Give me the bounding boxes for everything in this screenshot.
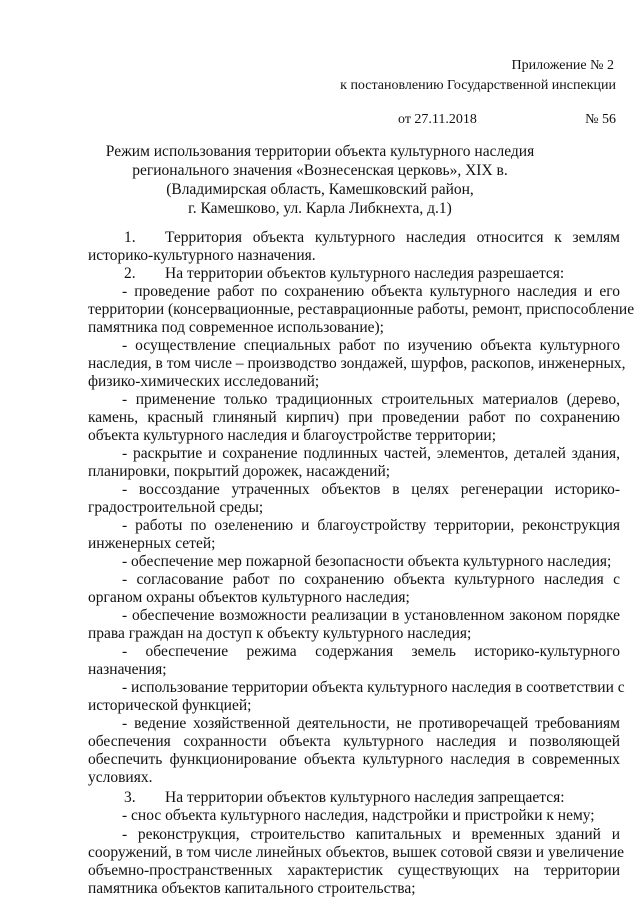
- list-item: условиях.: [88, 769, 153, 786]
- list-item: - обеспечение возможности реализации в установленном законом порядке: [122, 607, 620, 624]
- resolution-reference: к постановлению Государственной инспекции: [340, 78, 616, 93]
- list-item: - осуществление специальных работ по изучению объекта культурного: [122, 337, 620, 354]
- list-item: обеспечить функционирование объекта культурного наследия в современных: [88, 751, 620, 768]
- resolution-number: № 56: [585, 112, 616, 127]
- list-item: - реконструкция, строительство капитальных и временных зданий и: [122, 826, 620, 843]
- list-item: - снос объекта культурного наследия, надстройки и пристройки к нему;: [122, 807, 595, 824]
- list-item: - проведение работ по сохранению объекта культурного наследия и его: [122, 283, 620, 300]
- list-item: - работы по озеленению и благоустройству территории, реконструкция: [122, 517, 620, 534]
- list-item: - применение только традиционных строительных материалов (дерево,: [122, 391, 620, 408]
- document-title-line-4: г. Камешково, ул. Карла Либкнехта, д.1): [188, 200, 452, 217]
- list-item: - использование территории объекта культурного наследия в соответствии с: [122, 679, 625, 696]
- list-item: планировки, покрытий дорожек, насаждений;: [88, 463, 391, 480]
- paragraph-1-line-1: Территория объекта культурного наследия относится к землям: [165, 229, 620, 246]
- list-item: органом охраны объектов культурного наследия;: [88, 589, 410, 606]
- list-item: назначения;: [88, 661, 167, 678]
- document-title-line-2: регионального значения «Вознесенская церковь», XIX в.: [132, 162, 508, 179]
- list-item: памятника объектов капитального строительства;: [88, 880, 416, 897]
- paragraph-2-heading: На территории объектов культурного наследия разрешается:: [165, 265, 565, 282]
- list-item: - согласование работ по сохранению объекта культурного наследия с: [122, 571, 620, 588]
- paragraph-3-heading: На территории объектов культурного наследия запрещается:: [165, 789, 565, 806]
- list-item: исторической функцией;: [88, 697, 252, 714]
- list-item: градостроительной среды;: [88, 499, 264, 516]
- list-item: инженерных сетей;: [88, 535, 216, 552]
- paragraph-3-number: 3.: [124, 789, 136, 806]
- list-item: - обеспечение режима содержания земель историко-культурного: [122, 643, 620, 660]
- document-title-line-1: Режим использования территории объекта культурного наследия: [105, 143, 535, 160]
- list-item: памятника под современное использование);: [88, 319, 384, 336]
- list-item: наследия, в том числе – производство зондажей, шурфов, раскопов, инженерных,: [88, 355, 626, 372]
- paragraph-1-number: 1.: [124, 229, 136, 246]
- list-item: территории (консервационные, реставрационные работы, ремонт, приспособление: [88, 301, 635, 318]
- list-item: - раскрытие и сохранение подлинных частей, элементов, деталей здания,: [122, 445, 620, 462]
- list-item: физико-химических исследований;: [88, 373, 320, 390]
- list-item: - воссоздание утраченных объектов в целях регенерации историко-: [122, 481, 620, 498]
- list-item: права граждан на доступ к объекту культурного наследия;: [88, 625, 472, 642]
- paragraph-2-number: 2.: [124, 265, 136, 282]
- list-item: - ведение хозяйственной деятельности, не противоречащей требованиям: [122, 715, 620, 732]
- list-item: - обеспечение мер пожарной безопасности объекта культурного наследия;: [122, 553, 612, 570]
- list-item: камень, красный глиняный кирпич) при проведении работ по сохранению: [88, 409, 620, 426]
- list-item: сооружений, в том числе линейных объектов, вышек сотовой связи и увеличение: [88, 844, 624, 861]
- document-title-line-3: (Владимирская область, Камешковский район,: [166, 181, 474, 198]
- list-item: объемно-пространственных характеристик существующих на территории: [88, 862, 620, 879]
- list-item: объекта культурного наследия и благоустройстве территории;: [88, 427, 496, 444]
- appendix-label: Приложение № 2: [511, 58, 614, 73]
- resolution-date: от 27.11.2018: [398, 112, 477, 127]
- list-item: обеспечения сохранности объекта культурного наследия и позволяющей: [88, 733, 620, 750]
- paragraph-1-line-2: историко-культурного назначения.: [88, 247, 316, 264]
